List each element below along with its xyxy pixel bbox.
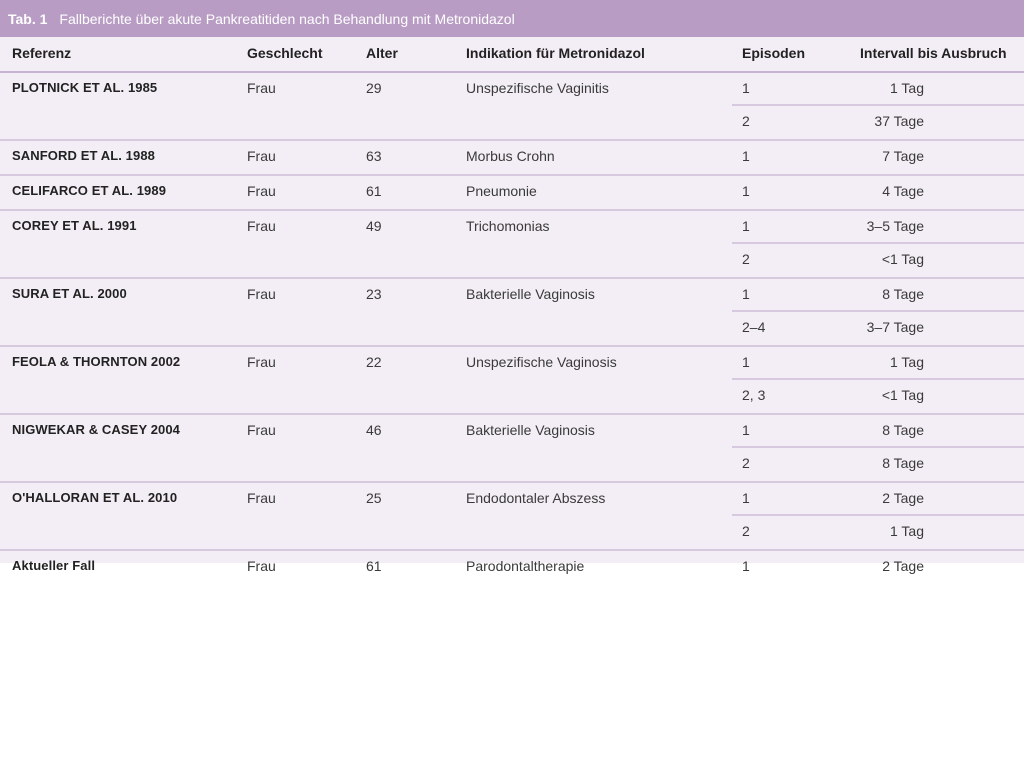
cell-intervall: 8 Tage [882, 455, 924, 471]
cell-indikation: Bakterielle Vaginosis [466, 286, 595, 302]
episode-divider [732, 242, 1024, 244]
cell-intervall: 1 Tag [890, 80, 924, 96]
cell-intervall: 3–7 Tage [866, 319, 924, 335]
cell-indikation: Trichomonias [466, 218, 550, 234]
table-row [0, 211, 1024, 279]
header-episoden: Episoden [742, 45, 806, 61]
table-row [0, 347, 1024, 415]
cell-episode: 1 [742, 148, 750, 164]
cell-referenz: Aktueller Fall [12, 558, 96, 573]
episode-divider [732, 104, 1024, 106]
cell-episode: 2–4 [742, 319, 766, 335]
cell-episode: 1 [742, 490, 750, 506]
cell-intervall: 8 Tage [882, 422, 924, 438]
cell-intervall: <1 Tag [881, 387, 924, 403]
cell-episode: 2 [742, 251, 750, 267]
table-row [0, 176, 1024, 211]
cell-referenz: PLOTNICK ET AL. 1985 [12, 80, 158, 95]
cell-indikation: Unspezifische Vaginosis [466, 354, 617, 370]
table-title: Fallberichte über akute Pankreatitiden nach Behandlung mit Metronidazol [59, 10, 515, 27]
cell-referenz: SANFORD ET AL. 1988 [12, 148, 156, 163]
cell-referenz: O'HALLORAN ET AL. 2010 [12, 490, 178, 505]
cell-episode: 1 [742, 354, 750, 370]
cell-geschlecht: Frau [247, 558, 276, 574]
cell-episode: 2 [742, 455, 750, 471]
cell-episode: 1 [742, 422, 750, 438]
episode-divider [732, 514, 1024, 516]
table-body [0, 73, 1024, 584]
cell-intervall: 1 Tag [890, 354, 924, 370]
cell-indikation: Morbus Crohn [466, 148, 555, 164]
cell-intervall: 1 Tag [890, 523, 924, 539]
table-title-bar [0, 0, 1024, 37]
cell-alter: 61 [366, 558, 382, 574]
cell-geschlecht: Frau [247, 422, 276, 438]
cell-episode: 1 [742, 183, 750, 199]
cell-indikation: Pneumonie [466, 183, 537, 199]
episode-divider [732, 378, 1024, 380]
cell-geschlecht: Frau [247, 218, 276, 234]
table-row [0, 551, 1024, 584]
cell-intervall: 2 Tage [882, 490, 924, 506]
header-geschlecht: Geschlecht [247, 45, 323, 61]
cell-episode: 1 [742, 80, 750, 96]
table-row [0, 415, 1024, 483]
cell-indikation: Bakterielle Vaginosis [466, 422, 595, 438]
cell-alter: 23 [366, 286, 382, 302]
cell-episode: 1 [742, 218, 750, 234]
cell-referenz: FEOLA & THORNTON 2002 [12, 354, 181, 369]
cell-indikation: Endodontaler Abszess [466, 490, 606, 506]
cell-geschlecht: Frau [247, 80, 276, 96]
table-label: Tab. 1 [8, 10, 48, 27]
cell-geschlecht: Frau [247, 148, 276, 164]
header-indikation: Indikation für Metronidazol [466, 45, 645, 61]
cell-referenz: CELIFARCO ET AL. 1989 [12, 183, 167, 198]
cell-indikation: Unspezifische Vaginitis [466, 80, 609, 96]
cell-alter: 46 [366, 422, 382, 438]
cell-alter: 49 [366, 218, 382, 234]
table-row [0, 279, 1024, 347]
cell-episode: 1 [742, 286, 750, 302]
cell-alter: 63 [366, 148, 382, 164]
cell-episode: 1 [742, 558, 750, 574]
header-alter: Alter [366, 45, 398, 61]
episode-divider [732, 310, 1024, 312]
cell-intervall: 8 Tage [882, 286, 924, 302]
cell-referenz: COREY ET AL. 1991 [12, 218, 137, 233]
table-header-row [0, 37, 1024, 73]
cell-intervall: 37 Tage [874, 113, 924, 129]
cell-episode: 2 [742, 113, 750, 129]
cell-geschlecht: Frau [247, 286, 276, 302]
cell-geschlecht: Frau [247, 490, 276, 506]
cell-alter: 29 [366, 80, 382, 96]
cell-referenz: NIGWEKAR & CASEY 2004 [12, 422, 181, 437]
cell-alter: 22 [366, 354, 382, 370]
table-row [0, 73, 1024, 141]
cell-referenz: SURA ET AL. 2000 [12, 286, 127, 301]
cell-intervall: 3–5 Tage [866, 218, 924, 234]
cell-alter: 25 [366, 490, 382, 506]
cell-indikation: Parodontaltherapie [466, 558, 585, 574]
cell-alter: 61 [366, 183, 382, 199]
header-intervall: Intervall bis Ausbruch [860, 45, 1007, 61]
cell-geschlecht: Frau [247, 354, 276, 370]
cell-intervall: <1 Tag [881, 251, 924, 267]
cell-episode: 2, 3 [742, 387, 766, 403]
cell-intervall: 4 Tage [882, 183, 924, 199]
episode-divider [732, 446, 1024, 448]
cell-episode: 2 [742, 523, 750, 539]
cell-intervall: 7 Tage [882, 148, 924, 164]
header-referenz: Referenz [12, 45, 72, 61]
cell-intervall: 2 Tage [882, 558, 924, 574]
table-row [0, 483, 1024, 551]
cell-geschlecht: Frau [247, 183, 276, 199]
table-row [0, 141, 1024, 176]
